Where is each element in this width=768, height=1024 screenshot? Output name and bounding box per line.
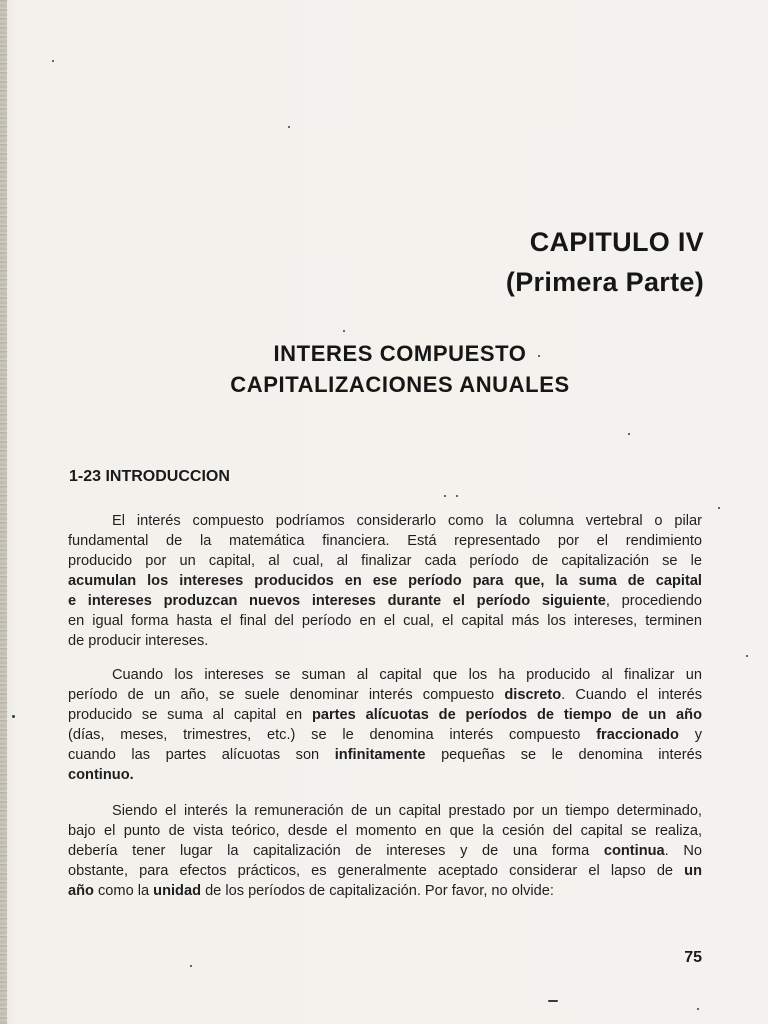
scan-speck: [548, 1000, 558, 1002]
text-run: bajo el punto de vista teórico, desde el momento en que la cesión del capital se realiza,: [68, 823, 702, 839]
bold-text-run: continua: [603, 843, 665, 859]
scan-speck: [697, 1008, 699, 1010]
text-line: [68, 705, 702, 725]
text-line: [68, 611, 702, 631]
text-run: en igual forma hasta el final del período en el cual, el capital más los intereses, terminen: [68, 613, 702, 629]
chapter-title: [506, 222, 704, 302]
text-line: [68, 685, 702, 705]
text-line: [68, 511, 702, 531]
text-line: [68, 551, 702, 571]
text-run: . No: [664, 843, 703, 859]
text-run: pequeñas se le denomina interés: [425, 747, 702, 763]
scan-speck: [190, 965, 192, 967]
bold-text-run: unidad: [153, 883, 202, 899]
book-spine-shadow: [0, 0, 7, 1024]
text-run: cuando las partes alícuotas son: [68, 747, 335, 763]
scan-speck: [444, 495, 446, 497]
section-title-line-2: CAPITALIZACIONES ANUALES: [230, 372, 570, 397]
text-line: [68, 861, 702, 881]
text-run: período de un año, se suele denominar interés compuesto: [68, 687, 505, 703]
text-run: Siendo el interés la remuneración de un capital prestado por un tiempo determinado,: [112, 803, 702, 819]
text-run: de producir intereses.: [68, 633, 209, 649]
bold-text-run: infinitamente: [334, 747, 426, 763]
text-run: fundamental de la matemática financiera. Está representado por el rendimiento: [68, 533, 702, 549]
text-line: [68, 745, 702, 765]
text-line: [68, 881, 702, 901]
text-run: producido se suma al capital en: [68, 707, 312, 723]
scan-speck: [746, 655, 748, 657]
text-line: [68, 821, 702, 841]
bold-text-run: año: [68, 883, 94, 899]
text-run: obstante, para efectos prácticos, es generalmente aceptado considerar el lapso de: [68, 863, 685, 879]
text-line: [68, 725, 702, 745]
text-run: como la: [93, 883, 154, 899]
scan-speck: [52, 60, 54, 62]
section-title-line-1: INTERES COMPUESTO: [273, 341, 527, 366]
text-line: [68, 801, 702, 821]
bold-text-run: fraccionado: [596, 727, 679, 743]
paragraph-2: [68, 665, 702, 785]
text-run: El interés compuesto podríamos considerarlo como la columna vertebral o pilar: [112, 513, 702, 529]
page-number: 75: [684, 949, 702, 966]
scan-speck: [343, 330, 345, 332]
text-run: . Cuando el interés: [561, 687, 702, 703]
paragraph-3: [68, 801, 702, 901]
scan-speck: [12, 715, 15, 718]
text-run: , procediendo: [605, 593, 702, 609]
scan-speck: [538, 355, 540, 357]
bold-text-run: e intereses produzcan nuevos intereses durante el período siguiente: [68, 593, 606, 609]
section-title: [140, 338, 660, 400]
text-line: [68, 631, 702, 651]
text-run: de los períodos de capitalización. Por favor, no olvide:: [201, 883, 554, 899]
scan-speck: [288, 126, 290, 128]
bold-text-run: discreto: [504, 687, 562, 703]
text-run: (días, meses, trimestres, etc.) se le denomina interés compuesto: [68, 727, 597, 743]
text-line: [68, 531, 702, 551]
text-line: [68, 571, 702, 591]
scan-speck: [456, 495, 458, 497]
bold-text-run: un: [684, 863, 702, 879]
chapter-title-line-2: (Primera Parte): [505, 267, 704, 297]
scan-speck: [628, 433, 630, 435]
text-line: [68, 841, 702, 861]
chapter-title-line-1: CAPITULO IV: [529, 227, 704, 257]
text-line: [68, 765, 702, 785]
scan-speck: [718, 507, 720, 509]
text-run: producido por un capital, al cual, al finalizar cada período de capitalización se le: [68, 553, 702, 569]
text-run: Cuando los intereses se suman al capital que los ha producido al finalizar un: [112, 667, 702, 683]
text-line: [68, 591, 702, 611]
bold-text-run: partes alícuotas de períodos de tiempo de un año: [311, 707, 702, 723]
section-heading: 1-23 INTRODUCCION: [69, 468, 230, 485]
text-run: debería tener lugar la capitalización de intereses y de una forma: [68, 843, 604, 859]
bold-text-run: acumulan los intereses producidos en ese período para que, la suma de capital: [68, 573, 702, 589]
text-run: y: [678, 727, 702, 743]
paragraph-1: [68, 511, 702, 651]
bold-text-run: continuo.: [68, 767, 134, 783]
text-line: [68, 665, 702, 685]
